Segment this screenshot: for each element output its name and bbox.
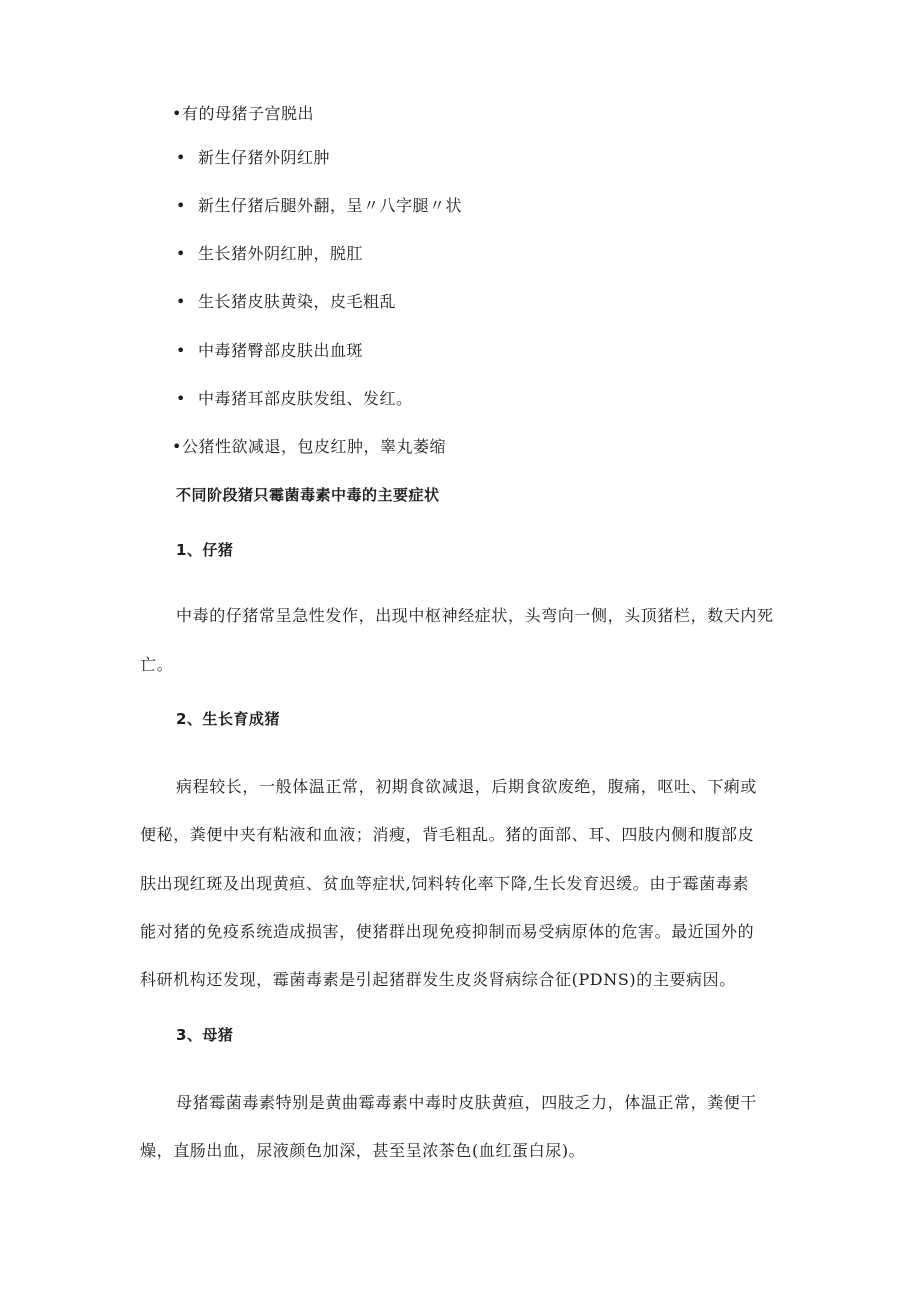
bullet-text: 中毒猪耳部皮肤发组、发红。	[198, 389, 413, 408]
paragraph-line: 便秘，粪便中夹有粘液和血液；消瘦，背毛粗乱。猪的面部、耳、四肢内侧和腹部皮	[140, 825, 755, 844]
section-heading: 1、仔猪	[176, 541, 234, 559]
paragraph-line: 中毒的仔猪常呈急性发作，出现中枢神经症状，头弯向一侧，头顶猪栏，数天内死	[176, 606, 774, 625]
bullet-text: 有的母猪子宫脱出	[181, 104, 314, 123]
paragraph-line: 肤出现红斑及出现黄疸、贫血等症状,饲料转化率下降,生长发育迟缓。由于霉菌毒素	[140, 874, 749, 893]
paragraph-line: 科研机构还发现，霉菌毒素是引起猪群发生皮炎肾病综合征(PDNS)的主要病因。	[140, 970, 736, 989]
paragraph-line: 燥，直肠出血，尿液颜色加深，甚至呈浓茶色(血红蛋白尿)。	[140, 1141, 586, 1160]
paragraph-line: 母猪霉菌毒素特别是黄曲霉毒素中毒时皮肤黄疸，四肢乏力，体温正常，粪便干	[176, 1093, 758, 1112]
section-heading: 3、母猪	[176, 1026, 234, 1044]
bullet-text: 公猪性欲减退，包皮红肿，睾丸萎缩	[181, 437, 446, 456]
bullet-text: 新生仔猪后腿外翻，呈〃八字腿〃状	[198, 196, 463, 215]
bullet-item	[172, 104, 314, 124]
bullet-text: 中毒猪臀部皮肤出血斑	[198, 341, 364, 360]
bullet-item	[172, 437, 446, 457]
bullet-marker: •	[176, 244, 186, 263]
paragraph-line: 病程较长，一般体温正常，初期食欲减退，后期食欲废绝，腹痛，呕吐、下痢或	[176, 777, 758, 796]
bullet-text: 新生仔猪外阴红肿	[198, 148, 331, 167]
bullet-marker: •	[172, 437, 182, 456]
bullet-text: 生长猪外阴红肿，脱肛	[198, 244, 364, 263]
bullet-marker: •	[176, 389, 186, 408]
bullet-marker: •	[176, 292, 186, 311]
bullet-marker: •	[176, 148, 186, 167]
bullet-text: 生长猪皮肤黄染，皮毛粗乱	[198, 292, 397, 311]
bullet-marker: •	[176, 341, 186, 360]
section-title: 不同阶段猪只霉菌毒素中毒的主要症状	[176, 486, 440, 504]
bullet-marker: •	[176, 196, 186, 215]
paragraph-line: 能对猪的免疫系统造成损害，使猪群出现免疫抑制而易受病原体的危害。最近国外的	[140, 922, 755, 941]
section-heading: 2、生长育成猪	[176, 710, 280, 728]
paragraph-line: 亡。	[140, 655, 174, 674]
bullet-marker: •	[172, 104, 182, 123]
